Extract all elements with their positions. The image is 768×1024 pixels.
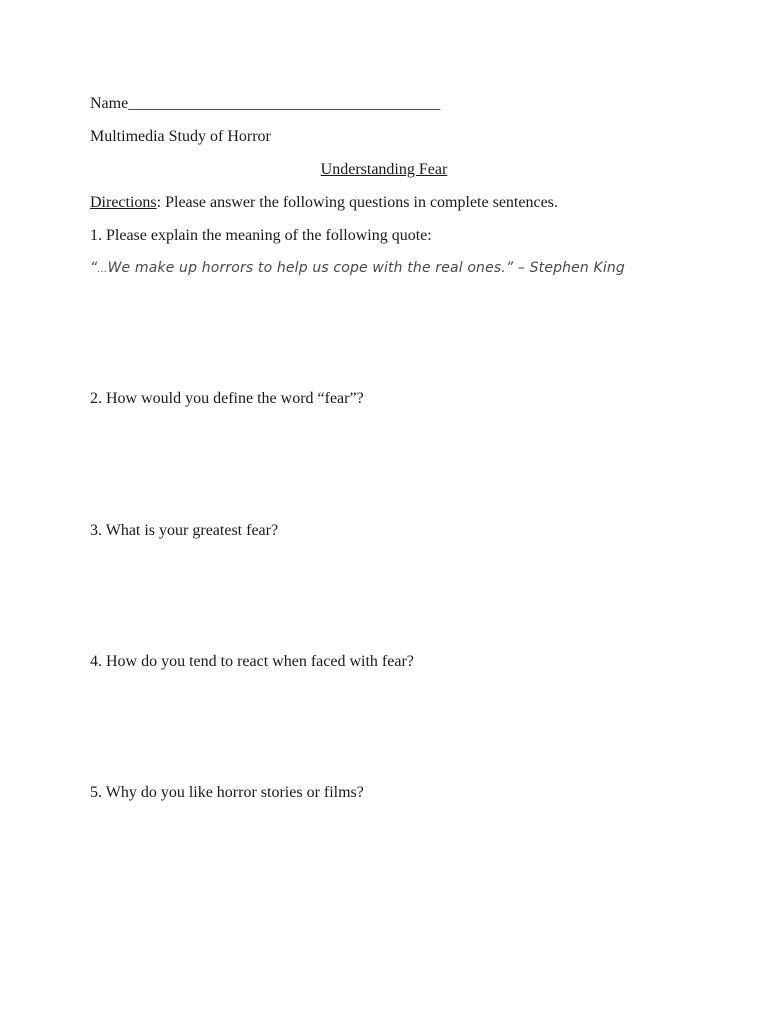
quote: [90, 258, 625, 280]
directions: [90, 193, 558, 213]
quote-ellipsis: …: [97, 264, 108, 275]
directions-text: : Please answer the following questions in complete sentences.: [156, 194, 558, 211]
question-2: 2. How would you define the word “fear”?: [90, 390, 364, 407]
worksheet-title: Understanding Fear: [320, 161, 448, 178]
question-1: 1. Please explain the meaning of the following quote:: [90, 227, 432, 244]
quote-open-mark: “: [90, 260, 98, 276]
directions-label: Directions: [90, 194, 157, 211]
name-blank[interactable]: _______________________________________: [128, 95, 441, 112]
question-4: 4. How do you tend to react when faced with fear?: [90, 653, 414, 670]
question-5: 5. Why do you like horror stories or films?: [90, 784, 364, 801]
course-title: Multimedia Study of Horror: [90, 128, 271, 145]
quote-body: We make up horrors to help us cope with the real ones.” – Stephen King: [107, 260, 625, 276]
question-3: 3. What is your greatest fear?: [90, 522, 279, 539]
name-field-line[interactable]: [90, 94, 440, 114]
name-label: Name: [90, 95, 129, 112]
